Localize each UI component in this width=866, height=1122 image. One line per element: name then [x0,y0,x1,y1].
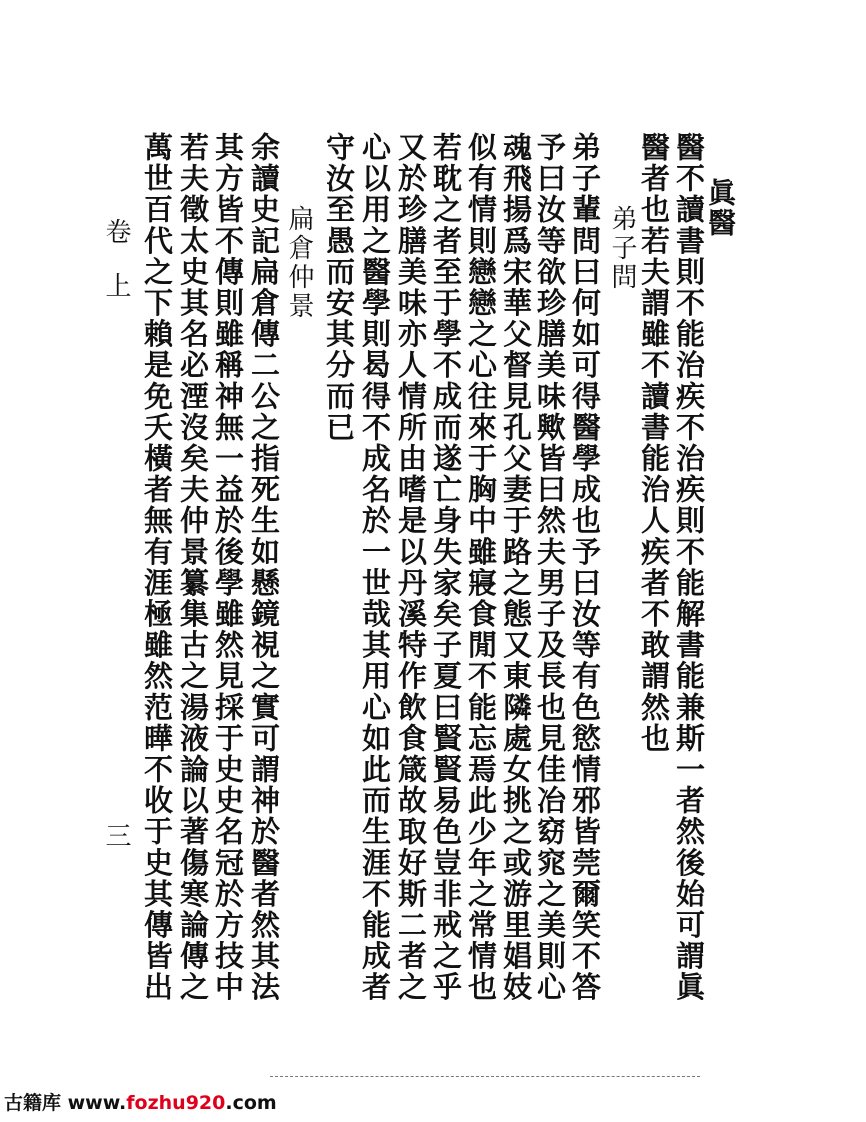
passage-2-line-7: 心以用之醫學則曷得不成名於一世哉其用心如此而生涯不能成者 [358,132,392,1003]
passage-3-title: 扁倉仲景 [284,205,314,321]
passage-2-line-4: 似有情則戀戀之心往來于胸中雖寢食閒不能忘焉此少年之常情也 [464,132,498,1003]
volume-label: 卷上 [101,218,131,326]
passage-1-line-1: 醫不讀書則不能治疾不治疾則不能解書能兼斯一者然後始可謂眞 [672,132,706,1003]
watermark-highlight: fozhu920 [126,1092,226,1114]
passage-3-line-2: 其方皆不傳則雖稱神無一益於後學雖然見採于史史名冠於方技中 [211,132,245,1003]
passage-2-line-2: 予曰汝等欲珍膳美味歟皆曰然夫男子及長也見佳冶窈窕之美則心 [533,132,567,1003]
page-number: 三 [101,822,131,848]
watermark-suffix: .com [225,1092,277,1114]
passage-3-line-4: 萬世百代之下賴是免夭橫者無有涯極雖然范曄不收于史其傳皆出 [140,132,174,1003]
passage-3-line-1: 余讀史記扁倉傳二公之指死生如懸鏡視之實可謂神於醫者然其法 [247,132,281,1003]
passage-2-line-6: 又於珍膳美味亦人情所由嗜是以丹溪特作飲食箴故取好斯二者之 [394,132,428,1003]
passage-3-line-3: 若夫徵太史其名必湮沒矣夫仲景纂集古之湯液論以著傷寒論傳之 [176,132,210,1003]
footer-rule [270,1076,700,1078]
passage-2-title: 弟子問 [607,205,637,292]
watermark-prefix: 古籍库 www. [4,1092,127,1114]
passage-2-line-5: 若耽之者至于學不成而遂亡身失家矣子夏曰賢賢易色豈非戒之乎 [429,132,463,1003]
passage-1-line-2: 醫者也若夫謂雖不讀書能治人疾者不敢謂然也 [637,132,671,754]
passage-2-line-1: 弟子輩問曰何如可得醫學成也予曰汝等有色慾情邪皆莞爾笑不答 [568,132,602,1003]
site-watermark [4,1088,277,1115]
section-title: 眞醫 [704,178,737,239]
passage-2-line-8: 守汝至愚而安其分而已 [322,132,356,443]
passage-2-line-3: 魂飛揚爲宋華父督見孔父妻于路之態又東隣處女挑之或游里娼妓 [499,132,533,1003]
